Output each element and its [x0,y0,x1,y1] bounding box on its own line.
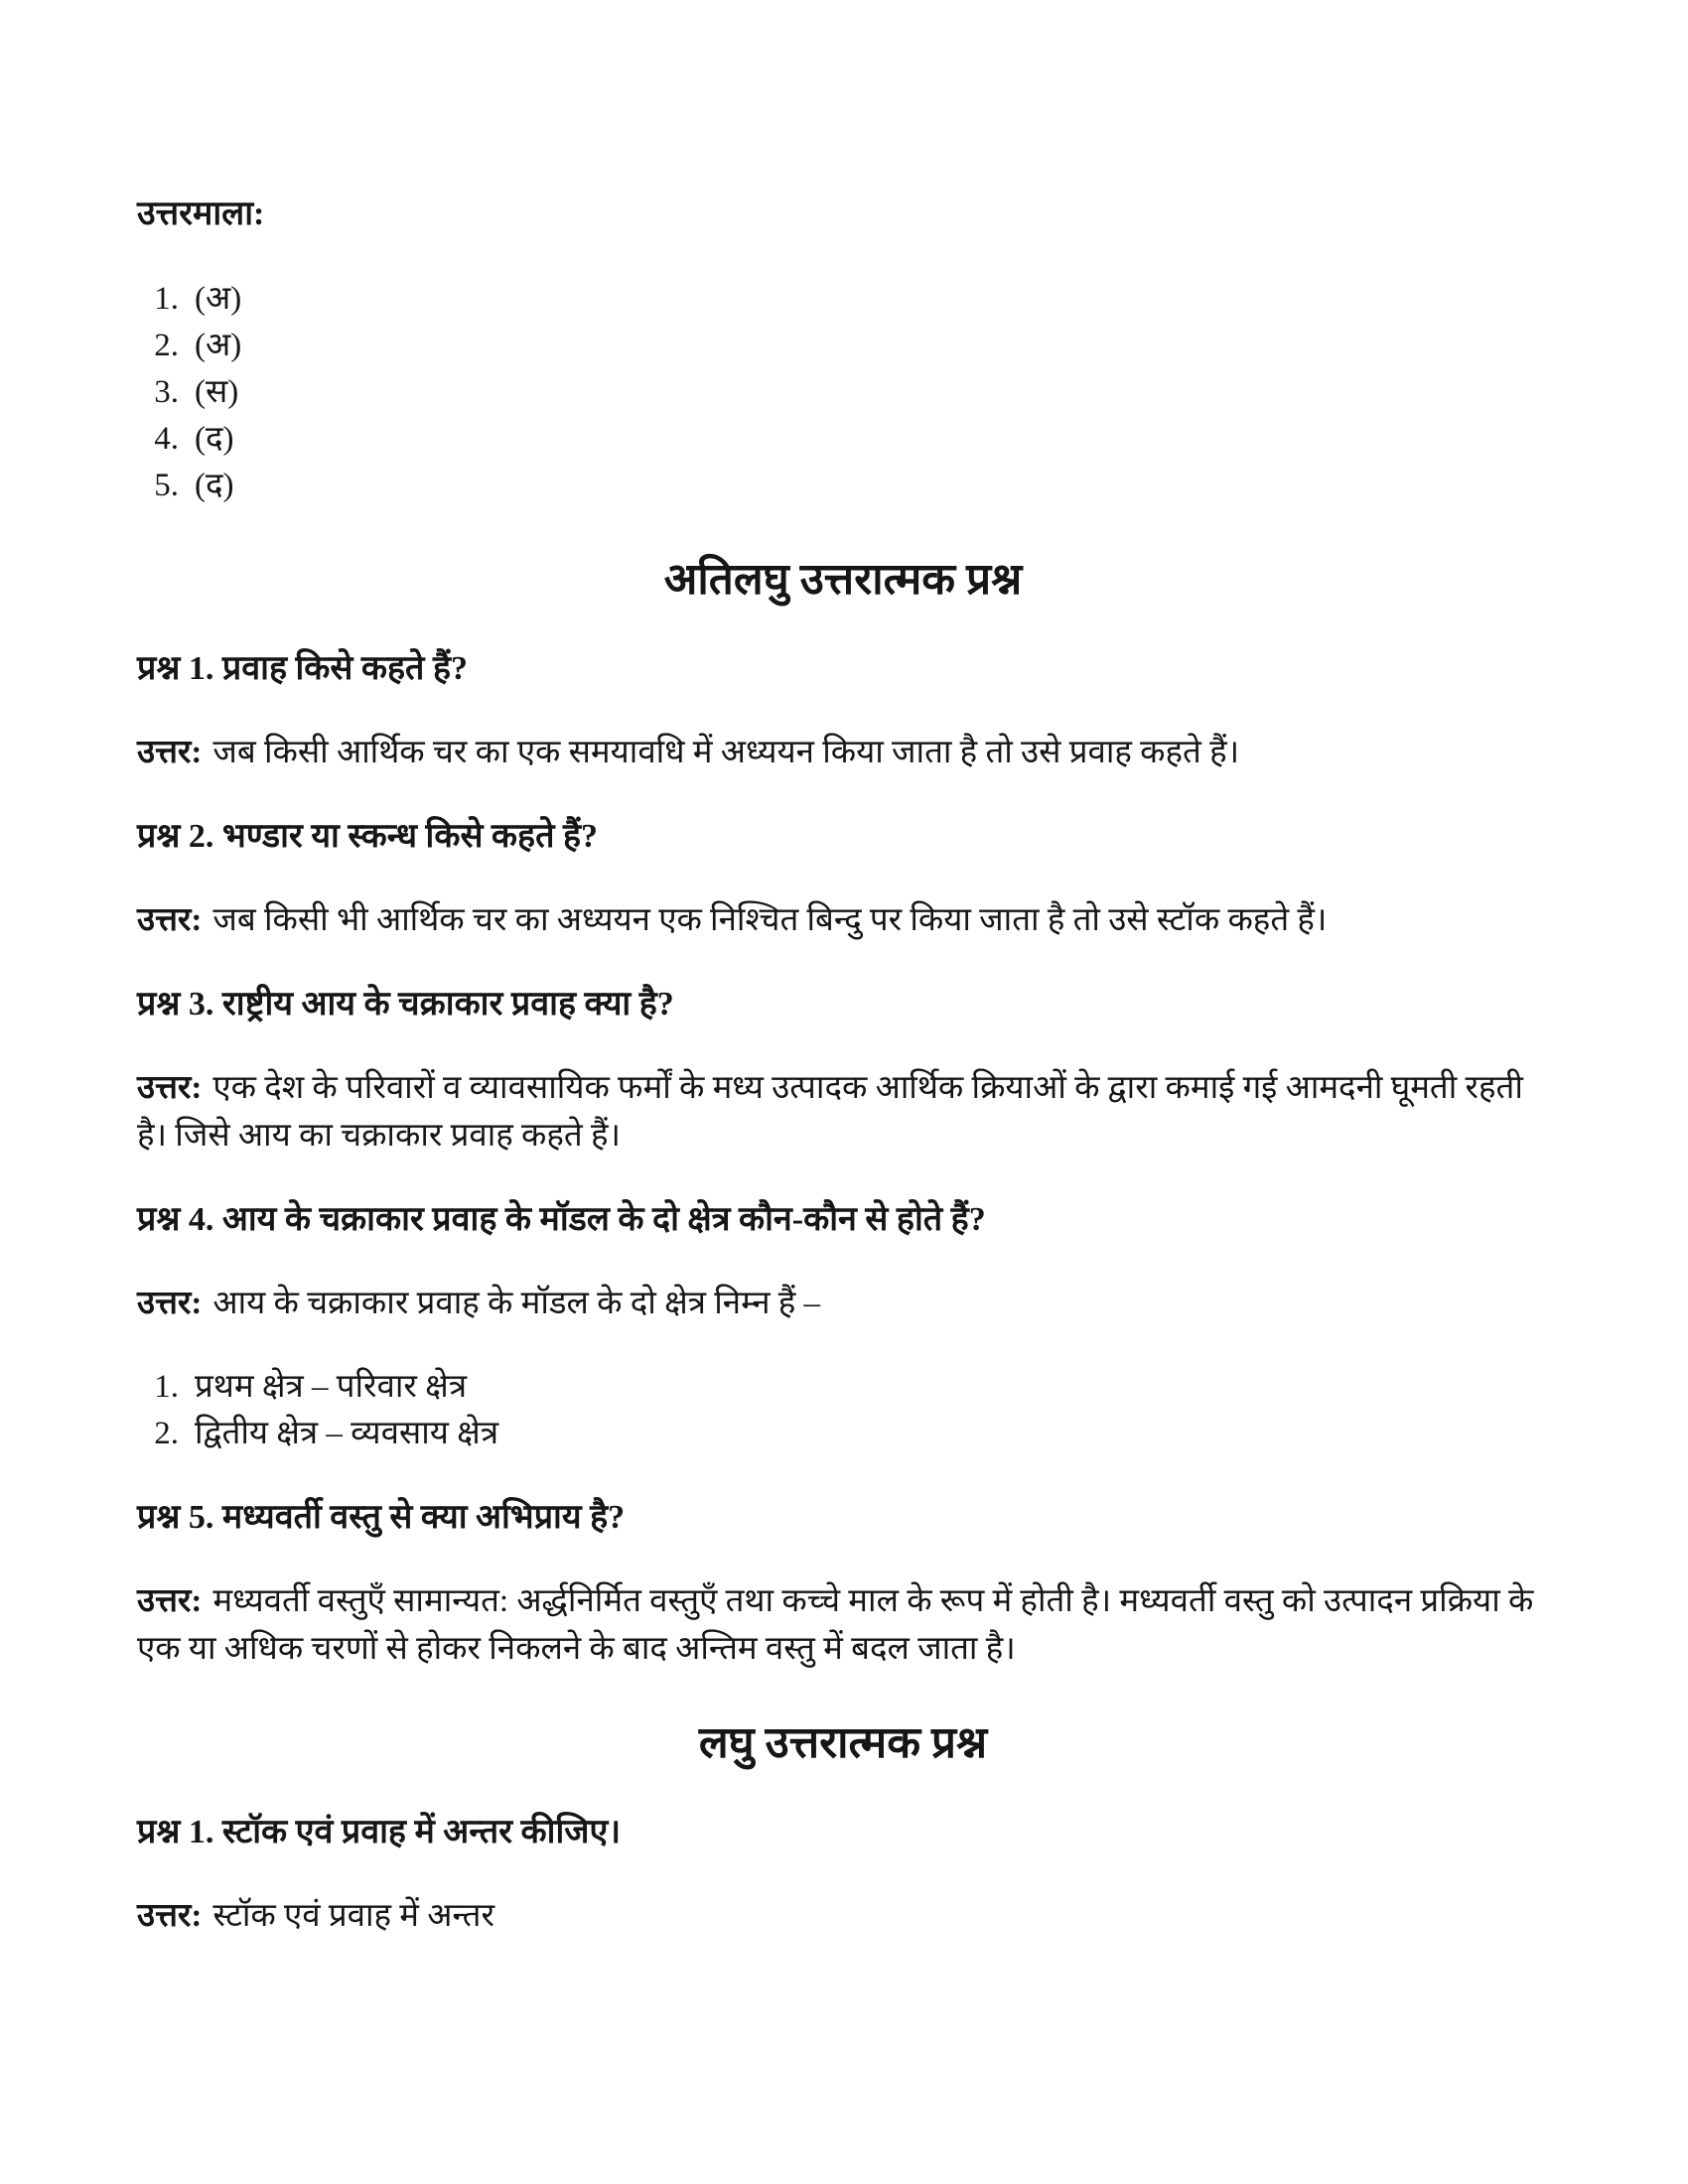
answer-key-item [137,323,1549,369]
item-value: प्रथम क्षेत्र – परिवार क्षेत्र [195,1369,468,1405]
answer-text: जब किसी भी आर्थिक चर का अध्ययन एक निश्चित बिन्दु पर किया जाता है तो उसे स्टॉक कहते हैं। [212,902,1328,938]
item-number: 1. [154,1369,179,1405]
question-1: प्रश्न 1. प्रवाह किसे कहते हैं? [137,650,468,687]
answer-label: उत्तर: [137,1583,203,1619]
short-answer-1 [137,1892,1549,1940]
answer-text: एक देश के परिवारों व व्यावसायिक फर्मों के मध्य उत्पादक आर्थिक क्रियाओं के द्वारा कमाई गई आमदनी घूमती रहती है। जिसे आय का चक्राकार प्रवाह कहते हैं। [137,1070,1523,1154]
answer-text: जब किसी आर्थिक चर का एक समयावधि में अध्ययन किया जाता है तो उसे प्रवाह कहते हैं। [212,735,1240,770]
answer-text: स्टॉक एवं प्रवाह में अन्तर [212,1898,494,1934]
answer-text: मध्यवर्ती वस्तुएँ सामान्यत: अर्द्धनिर्मित वस्तुएँ तथा कच्चे माल के रूप में होती है। मध्यवर्ती वस्तु को उत्पादन प्रक्रिया के एक या अधिक चरणों से होकर निकलने के बाद अन्तिम वस्तु में बदल जाता है। [137,1583,1534,1667]
question-5: प्रश्न 5. मध्यवर्ती वस्तु से क्या अभिप्राय है? [137,1499,626,1536]
question-4: प्रश्न 4. आय के चक्राकार प्रवाह के मॉडल के दो क्षेत्र कौन-कौन से होते हैं? [137,1201,986,1238]
answer-text: आय के चक्राकार प्रवाह के मॉडल के दो क्षेत्र निम्न हैं – [212,1286,821,1321]
question-2: प्रश्न 2. भण्डार या स्कन्ध किसे कहते हैं? [137,818,599,855]
answer-label: उत्तर: [137,735,203,770]
item-value: (अ) [195,328,242,363]
answer-key-item [137,416,1549,463]
item-value: (स) [195,374,239,410]
answer-key-title: उत्तरमाला: [137,196,265,232]
item-number: 3. [154,374,179,410]
short-question-1: प्रश्न 1. स्टॉक एवं प्रवाह में अन्तर कीजिए। [137,1814,622,1850]
item-number: 5. [154,468,179,503]
item-value: (अ) [195,281,242,317]
item-number: 1. [154,281,179,317]
answer-label: उत्तर: [137,902,203,938]
answer-5 [137,1577,1549,1673]
item-value: (द) [195,421,234,457]
section-heading-short-questions: लघु उत्तरात्मक प्रश्न [698,1718,988,1767]
item-value: द्वितीय क्षेत्र – व्यवसाय क्षेत्र [195,1416,499,1451]
answer-key-item [137,369,1549,416]
item-number: 2. [154,328,179,363]
answer-label: उत्तर: [137,1070,203,1106]
answer-key-item [137,276,1549,323]
item-number: 4. [154,421,179,457]
question-3: प्रश्न 3. राष्ट्रीय आय के चक्राकार प्रवाह क्या है? [137,986,674,1023]
answer-key-list [137,276,1549,509]
sector-list-item [137,1364,1549,1411]
sector-list [137,1364,1549,1457]
answer-1 [137,729,1549,776]
answer-label: उत्तर: [137,1898,203,1934]
item-value: (द) [195,468,234,503]
item-number: 2. [154,1416,179,1451]
section-heading-very-short-questions: अतिलघु उत्तरात्मक प्रश्न [663,555,1023,604]
answer-2 [137,896,1549,944]
answer-4 [137,1280,1549,1327]
answer-label: उत्तर: [137,1286,203,1321]
sector-list-item [137,1411,1549,1457]
answer-key-item [137,463,1549,509]
answer-3 [137,1064,1549,1160]
